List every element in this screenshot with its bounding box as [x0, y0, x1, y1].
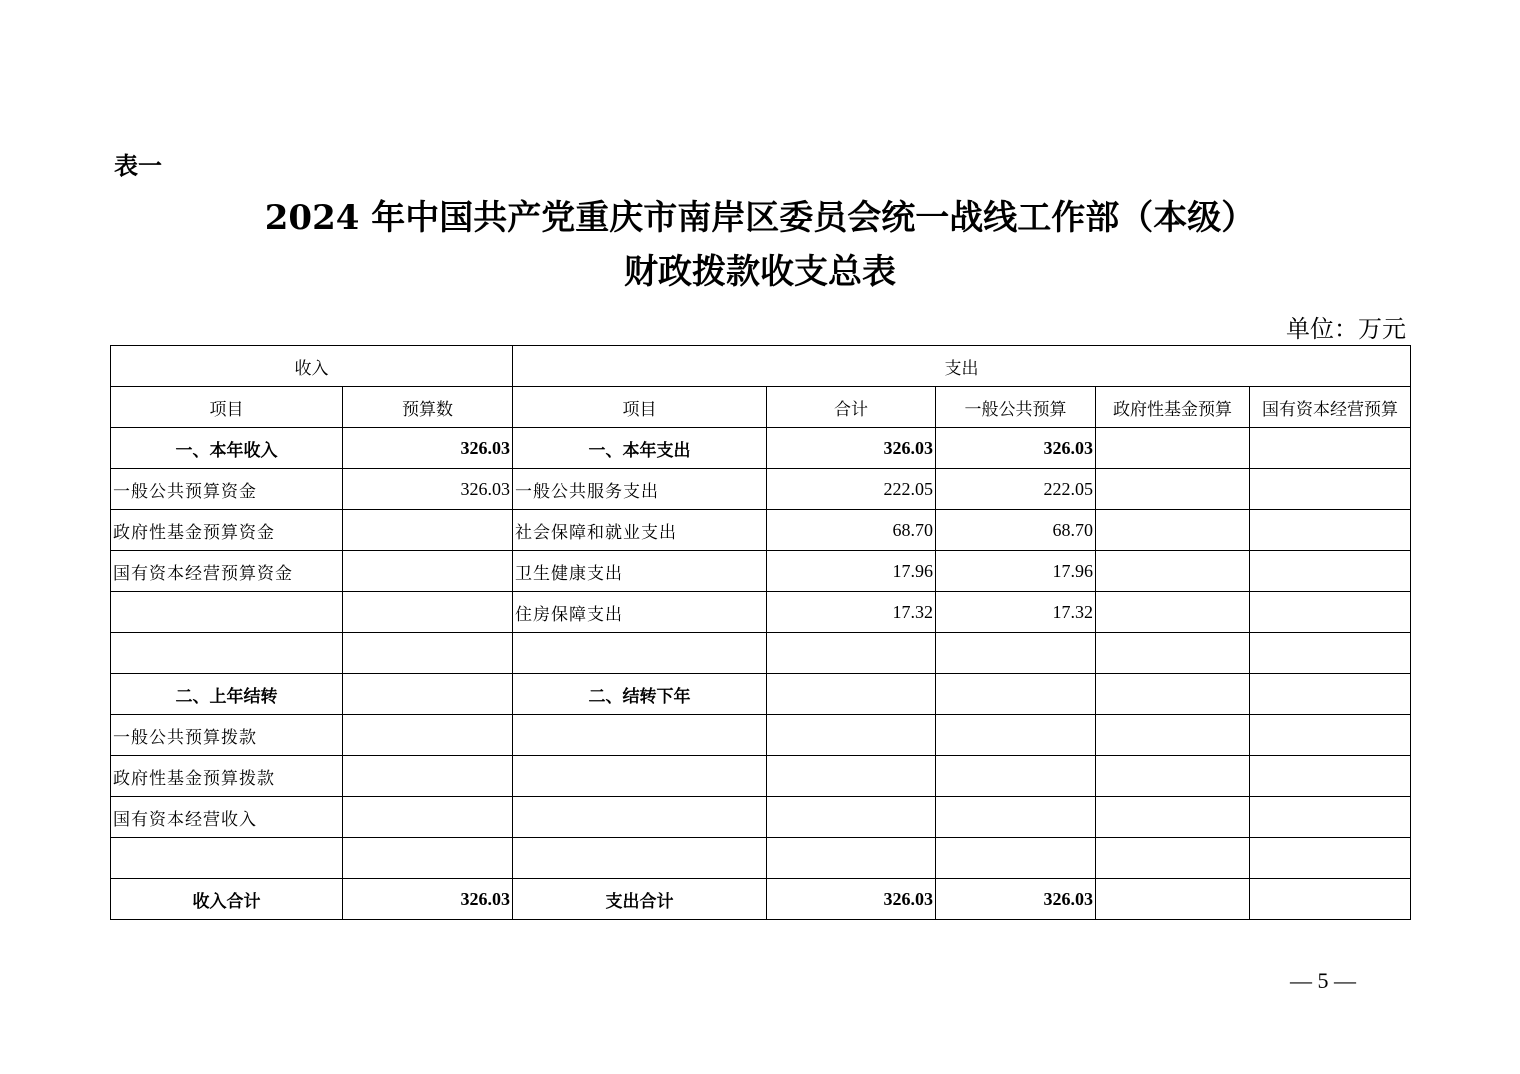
column-header: 国有资本经营预算 — [1250, 387, 1411, 428]
table-cell: 222.05 — [767, 469, 936, 510]
table-cell — [936, 797, 1096, 838]
table-cell: 326.03 — [343, 879, 513, 920]
table-cell — [343, 510, 513, 551]
income-group-header: 收入 — [111, 346, 513, 387]
table-row — [111, 428, 1411, 469]
document-title-line1: 2024 年中国共产党重庆市南岸区委员会统一战线工作部（本级） — [264, 198, 1256, 238]
table-label: 表一 — [114, 152, 162, 180]
table-cell — [1096, 838, 1250, 879]
table-cell — [1096, 428, 1250, 469]
table-cell: 68.70 — [936, 510, 1096, 551]
table-cell — [767, 838, 936, 879]
column-header: 项目 — [111, 387, 343, 428]
table-cell: 一、本年支出 — [513, 428, 767, 469]
table-cell: 国有资本经营收入 — [111, 797, 343, 838]
page-number: — 5 — — [1290, 968, 1356, 993]
table-cell: 17.96 — [767, 551, 936, 592]
table-cell — [1096, 756, 1250, 797]
table-cell — [513, 838, 767, 879]
table-cell: 17.32 — [767, 592, 936, 633]
table-cell — [767, 633, 936, 674]
table-cell — [111, 633, 343, 674]
table-cell: 国有资本经营预算资金 — [111, 551, 343, 592]
table-cell: 社会保障和就业支出 — [513, 510, 767, 551]
table-cell: 326.03 — [936, 428, 1096, 469]
document-title-line2: 财政拨款收支总表 — [624, 252, 896, 292]
table-cell — [1096, 592, 1250, 633]
column-header: 预算数 — [343, 387, 513, 428]
table-cell — [343, 674, 513, 715]
table-cell — [343, 633, 513, 674]
table-cell — [767, 674, 936, 715]
table-row — [111, 756, 1411, 797]
table-cell — [1096, 510, 1250, 551]
table-cell: 326.03 — [343, 469, 513, 510]
table-cell — [513, 797, 767, 838]
table-cell: 一般公共预算资金 — [111, 469, 343, 510]
table-cell — [513, 715, 767, 756]
table-cell — [1096, 551, 1250, 592]
table-cell — [1096, 633, 1250, 674]
table-cell — [1096, 879, 1250, 920]
table-cell — [767, 715, 936, 756]
table-cell — [1096, 715, 1250, 756]
table-cell: 政府性基金预算拨款 — [111, 756, 343, 797]
table-cell: 住房保障支出 — [513, 592, 767, 633]
table-cell — [343, 551, 513, 592]
table-cell — [936, 756, 1096, 797]
total-row — [111, 879, 1411, 920]
table-cell — [513, 756, 767, 797]
table-cell: 17.32 — [936, 592, 1096, 633]
budget-table — [110, 345, 1411, 920]
table-cell — [343, 715, 513, 756]
table-cell — [936, 633, 1096, 674]
table-row — [111, 592, 1411, 633]
table-row — [111, 797, 1411, 838]
table-row — [111, 674, 1411, 715]
table-cell: 一般公共预算拨款 — [111, 715, 343, 756]
unit-label: 单位：万元 — [1286, 315, 1406, 343]
table-cell: 卫生健康支出 — [513, 551, 767, 592]
table-cell: 326.03 — [936, 879, 1096, 920]
table-cell: 收入合计 — [111, 879, 343, 920]
table-cell — [1250, 510, 1411, 551]
table-row — [111, 838, 1411, 879]
table-cell: 支出合计 — [513, 879, 767, 920]
table-cell — [1096, 469, 1250, 510]
group-header-row — [111, 346, 1411, 387]
table-cell: 326.03 — [343, 428, 513, 469]
expense-group-header: 支出 — [513, 346, 1411, 387]
table-cell: 二、上年结转 — [111, 674, 343, 715]
table-cell — [767, 797, 936, 838]
column-header: 政府性基金预算 — [1096, 387, 1250, 428]
table-cell — [936, 838, 1096, 879]
table-cell: 一般公共服务支出 — [513, 469, 767, 510]
table-cell — [1250, 469, 1411, 510]
column-header: 合计 — [767, 387, 936, 428]
table-cell — [1250, 674, 1411, 715]
table-cell — [1096, 797, 1250, 838]
table-row — [111, 510, 1411, 551]
table-cell — [1250, 756, 1411, 797]
table-cell — [1250, 633, 1411, 674]
table-cell — [1250, 838, 1411, 879]
table-row — [111, 551, 1411, 592]
table-cell — [111, 838, 343, 879]
table-cell — [343, 797, 513, 838]
table-cell — [343, 756, 513, 797]
table-cell — [1250, 715, 1411, 756]
table-cell: 326.03 — [767, 428, 936, 469]
table-cell — [343, 838, 513, 879]
table-cell: 17.96 — [936, 551, 1096, 592]
table-cell — [343, 592, 513, 633]
table-cell — [111, 592, 343, 633]
column-header: 项目 — [513, 387, 767, 428]
column-header: 一般公共预算 — [936, 387, 1096, 428]
table-cell — [936, 674, 1096, 715]
table-cell — [513, 633, 767, 674]
table-row — [111, 715, 1411, 756]
table-cell — [1250, 551, 1411, 592]
table-cell: 222.05 — [936, 469, 1096, 510]
table-row — [111, 633, 1411, 674]
table-cell — [1096, 674, 1250, 715]
table-cell — [1250, 428, 1411, 469]
table-cell: 政府性基金预算资金 — [111, 510, 343, 551]
table-cell: 一、本年收入 — [111, 428, 343, 469]
table-cell — [767, 756, 936, 797]
table-cell: 二、结转下年 — [513, 674, 767, 715]
table-cell — [936, 715, 1096, 756]
table-cell: 326.03 — [767, 879, 936, 920]
column-header-row — [111, 387, 1411, 428]
table-cell: 68.70 — [767, 510, 936, 551]
table-row — [111, 469, 1411, 510]
table-cell — [1250, 797, 1411, 838]
table-cell — [1250, 879, 1411, 920]
table-cell — [1250, 592, 1411, 633]
